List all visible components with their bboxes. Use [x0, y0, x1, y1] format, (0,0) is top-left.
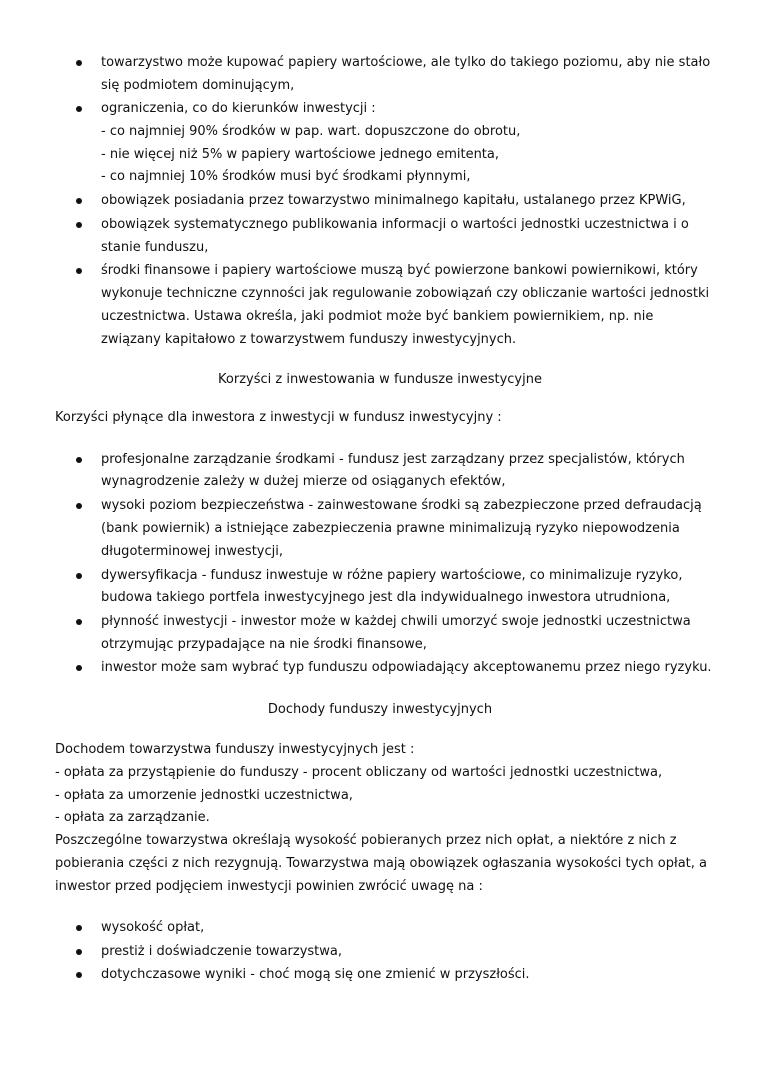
- list-item-line: się podmiotem dominującym,: [101, 78, 295, 93]
- list-item-line: wysokość opłat,: [101, 920, 205, 935]
- list-item-line: obowiązek systematycznego publikowania informacji o wartości jednostki uczestnictwa i o: [101, 217, 689, 232]
- paragraph-line: - opłata za przystąpienie do funduszy - procent obliczany od wartości jednostki uczestnictwa,: [55, 765, 663, 780]
- bullet-icon: [76, 503, 82, 509]
- paragraph-line: pobierania części z nich rezygnują. Towarzystwa mają obowiązek ogłaszania wysokości tych opłat, a: [55, 856, 707, 871]
- list-item-line: wysoki poziom bezpieczeństwa - zainwestowane środki są zabezpieczone przed defraudacją: [101, 498, 702, 513]
- list-item-line: ograniczenia, co do kierunków inwestycji :: [101, 101, 376, 116]
- list-item-line: wynagrodzenie zależy w dużej mierze od osiąganych efektów,: [101, 474, 506, 489]
- bullet-icon: [76, 573, 82, 579]
- bullet-icon: [76, 619, 82, 625]
- paragraph-line: Dochodem towarzystwa funduszy inwestycyjnych jest :: [55, 742, 415, 757]
- list-item-line: - nie więcej niż 5% w papiery wartościowe jednego emitenta,: [101, 147, 499, 162]
- list-item-line: obowiązek posiadania przez towarzystwo minimalnego kapitału, ustalanego przez KPWiG,: [101, 193, 686, 208]
- list-item-line: środki finansowe i papiery wartościowe muszą być powierzone bankowi powiernikowi, który: [101, 263, 698, 278]
- bullet-icon: [76, 665, 82, 671]
- list-item-line: uczestnictwa. Ustawa określa, jaki podmiot może być bankiem powiernikiem, np. nie: [101, 309, 654, 324]
- bullet-icon: [76, 949, 82, 955]
- bullet-icon: [76, 925, 82, 931]
- list-item-line: otrzymując przypadające na nie środki finansowe,: [101, 637, 427, 652]
- bullet-icon: [76, 268, 82, 274]
- list-item-line: budowa takiego portfela inwestycyjnego jest dla indywidualnego inwestora utrudniona,: [101, 590, 671, 605]
- bullet-icon: [76, 972, 82, 978]
- section-heading-income: Dochody funduszy inwestycyjnych: [267, 702, 493, 717]
- paragraph-line: - opłata za zarządzanie.: [55, 810, 210, 825]
- bullet-icon: [76, 106, 82, 112]
- list-item-line: - co najmniej 10% środków musi być środkami płynnymi,: [101, 169, 471, 184]
- list-item-line: długoterminowej inwestycji,: [101, 544, 283, 559]
- paragraph-line: inwestor przed podjęciem inwestycji powinien zwrócić uwagę na :: [55, 879, 483, 894]
- bullet-icon: [76, 60, 82, 66]
- paragraph-line: Poszczególne towarzystwa określają wysokość pobieranych przez nich opłat, a niektóre z nich z: [55, 833, 677, 848]
- bullet-icon: [76, 222, 82, 228]
- list-item-line: związany kapitałowo z towarzystwem funduszy inwestycyjnych.: [101, 332, 517, 347]
- list-item-line: dywersyfikacja - fundusz inwestuje w różne papiery wartościowe, co minimalizuje ryzyko,: [101, 568, 683, 583]
- list-item-line: wykonuje techniczne czynności jak regulowanie zobowiązań czy obliczanie wartości jednostki: [101, 286, 710, 301]
- list-item-line: (bank powiernik) a istniejące zabezpieczenia prawne minimalizują ryzyko niepowodzenia: [101, 521, 680, 536]
- list-item-line: towarzystwo może kupować papiery wartościowe, ale tylko do takiego poziomu, aby nie stało: [101, 55, 711, 70]
- paragraph-line: - opłata za umorzenie jednostki uczestnictwa,: [55, 788, 353, 803]
- list-item-line: inwestor może sam wybrać typ funduszu odpowiadający akceptowanemu przez niego ryzyku.: [101, 660, 712, 675]
- list-item-line: płynność inwestycji - inwestor może w każdej chwili umorzyć swoje jednostki uczestnictwa: [101, 614, 691, 629]
- list-item-line: profesjonalne zarządzanie środkami - fundusz jest zarządzany przez specjalistów, których: [101, 452, 685, 467]
- bullet-icon: [76, 198, 82, 204]
- section-heading-benefits: Korzyści z inwestowania w fundusze inwestycyjne: [218, 372, 542, 387]
- list-item-line: - co najmniej 90% środków w pap. wart. dopuszczone do obrotu,: [101, 124, 521, 139]
- list-item-line: stanie funduszu,: [101, 240, 209, 255]
- list-item-line: dotychczasowe wyniki - choć mogą się one zmienić w przyszłości.: [101, 967, 530, 982]
- section-intro-benefits: Korzyści płynące dla inwestora z inwestycji w fundusz inwestycyjny :: [55, 410, 502, 425]
- list-item-line: prestiż i doświadczenie towarzystwa,: [101, 944, 342, 959]
- bullet-icon: [76, 457, 82, 463]
